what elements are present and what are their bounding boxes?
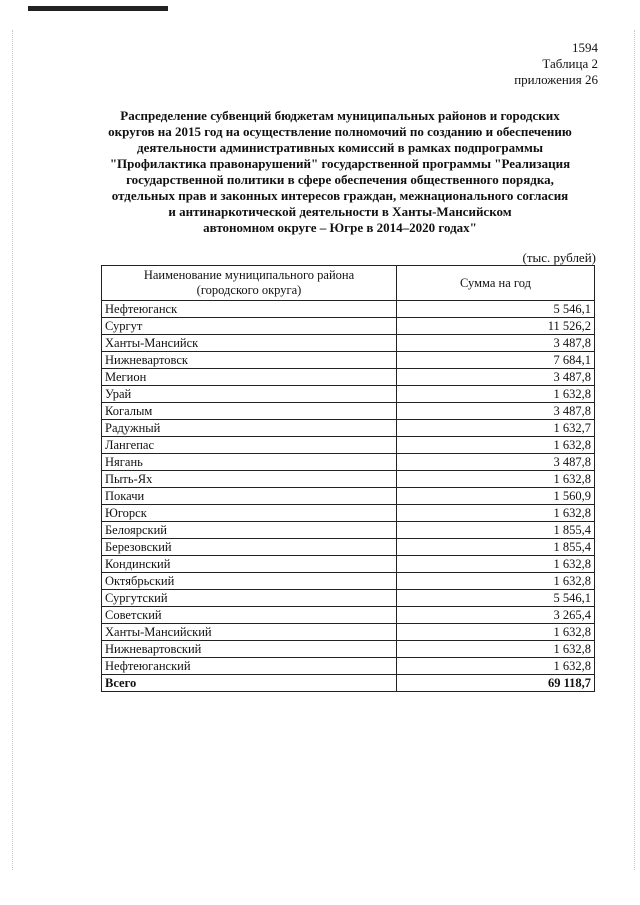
total-label: Всего: [102, 675, 397, 692]
amount-cell: 11 526,2: [397, 318, 595, 335]
table-row: [102, 556, 595, 573]
amount-cell: 1 632,8: [397, 624, 595, 641]
table-row: [102, 522, 595, 539]
amount-cell: 5 546,1: [397, 590, 595, 607]
table-row: [102, 590, 595, 607]
title-line: отдельных прав и законных интересов граждан, межнационального согласия: [111, 188, 569, 203]
column-header-amount: Сумма на год: [397, 266, 595, 301]
amount-cell: 3 487,8: [397, 369, 595, 386]
scan-left-edge: [12, 30, 14, 870]
amount-cell: 1 632,8: [397, 437, 595, 454]
units-label: (тыс. рублей): [522, 250, 596, 265]
title-line: деятельности административных комиссий в рамках подпрограммы: [137, 140, 543, 155]
table-row: [102, 352, 595, 369]
title-line: и антинаркотической деятельности в Ханты-Мансийском: [168, 204, 512, 219]
amount-cell: 1 632,8: [397, 386, 595, 403]
appendix-label: приложения 26: [514, 72, 598, 87]
municipality-name-cell: Когалым: [102, 403, 397, 420]
municipality-name-cell: Белоярский: [102, 522, 397, 539]
subvention-table: [101, 265, 595, 692]
page-number: 1594: [572, 40, 598, 55]
table-row: [102, 437, 595, 454]
title-line: "Профилактика правонарушений" государственной программы "Реализация: [109, 156, 571, 171]
municipality-name-cell: Нефтеюганский: [102, 658, 397, 675]
document-title: [90, 108, 590, 236]
table-row: [102, 318, 595, 335]
amount-cell: 1 632,8: [397, 556, 595, 573]
title-line: государственной политики в сфере обеспечения общественного порядка,: [126, 172, 554, 187]
table-row: [102, 454, 595, 471]
total-amount: 69 118,7: [397, 675, 595, 692]
municipality-name-cell: Березовский: [102, 539, 397, 556]
municipality-name-cell: Сургутский: [102, 590, 397, 607]
table-row: [102, 505, 595, 522]
municipality-name-cell: Советский: [102, 607, 397, 624]
municipality-name-cell: Сургут: [102, 318, 397, 335]
table-row: [102, 607, 595, 624]
amount-cell: 1 632,8: [397, 641, 595, 658]
table-row: [102, 658, 595, 675]
municipality-name-cell: Октябрьский: [102, 573, 397, 590]
scan-right-edge: [634, 30, 636, 870]
table-row: [102, 471, 595, 488]
municipality-name-cell: Мегион: [102, 369, 397, 386]
table-row: [102, 488, 595, 505]
table-row: [102, 335, 595, 352]
amount-cell: 1 855,4: [397, 522, 595, 539]
column-header-name: Наименование муниципального района (городского округа): [102, 266, 397, 301]
municipality-name-cell: Нефтеюганск: [102, 301, 397, 318]
total-row: [102, 675, 595, 692]
table-row: [102, 301, 595, 318]
table-row: [102, 386, 595, 403]
title-line: автономном округе – Югре в 2014–2020 годах": [203, 220, 477, 235]
amount-cell: 1 632,7: [397, 420, 595, 437]
municipality-name-cell: Радужный: [102, 420, 397, 437]
table-row: [102, 420, 595, 437]
amount-cell: 3 487,8: [397, 454, 595, 471]
table-row: [102, 539, 595, 556]
table-label: Таблица 2: [542, 56, 598, 71]
table-row: [102, 641, 595, 658]
amount-cell: 1 632,8: [397, 505, 595, 522]
municipality-name-cell: Нягань: [102, 454, 397, 471]
amount-cell: 1 855,4: [397, 539, 595, 556]
title-line: Распределение субвенций бюджетам муниципальных районов и городских: [120, 108, 560, 123]
municipality-name-cell: Лангепас: [102, 437, 397, 454]
municipality-name-cell: Ханты-Мансийск: [102, 335, 397, 352]
municipality-name-cell: Пыть-Ях: [102, 471, 397, 488]
table-body: [102, 301, 595, 692]
municipality-name-cell: Урай: [102, 386, 397, 403]
municipality-name-cell: Югорск: [102, 505, 397, 522]
table-row: [102, 403, 595, 420]
amount-cell: 3 265,4: [397, 607, 595, 624]
table-row: [102, 369, 595, 386]
amount-cell: 1 632,8: [397, 573, 595, 590]
municipality-name-cell: Нижневартовский: [102, 641, 397, 658]
amount-cell: 1 632,8: [397, 658, 595, 675]
title-line: округов на 2015 год на осуществление полномочий по созданию и обеспечению: [108, 124, 572, 139]
scan-top-bar: [28, 6, 168, 11]
amount-cell: 7 684,1: [397, 352, 595, 369]
amount-cell: 1 632,8: [397, 471, 595, 488]
table-header-row: [102, 266, 595, 301]
municipality-name-cell: Ханты-Мансийский: [102, 624, 397, 641]
municipality-name-cell: Покачи: [102, 488, 397, 505]
table-row: [102, 573, 595, 590]
municipality-name-cell: Нижневартовск: [102, 352, 397, 369]
amount-cell: 5 546,1: [397, 301, 595, 318]
document-header: [514, 40, 598, 88]
amount-cell: 1 560,9: [397, 488, 595, 505]
municipality-name-cell: Кондинский: [102, 556, 397, 573]
amount-cell: 3 487,8: [397, 335, 595, 352]
amount-cell: 3 487,8: [397, 403, 595, 420]
table-row: [102, 624, 595, 641]
